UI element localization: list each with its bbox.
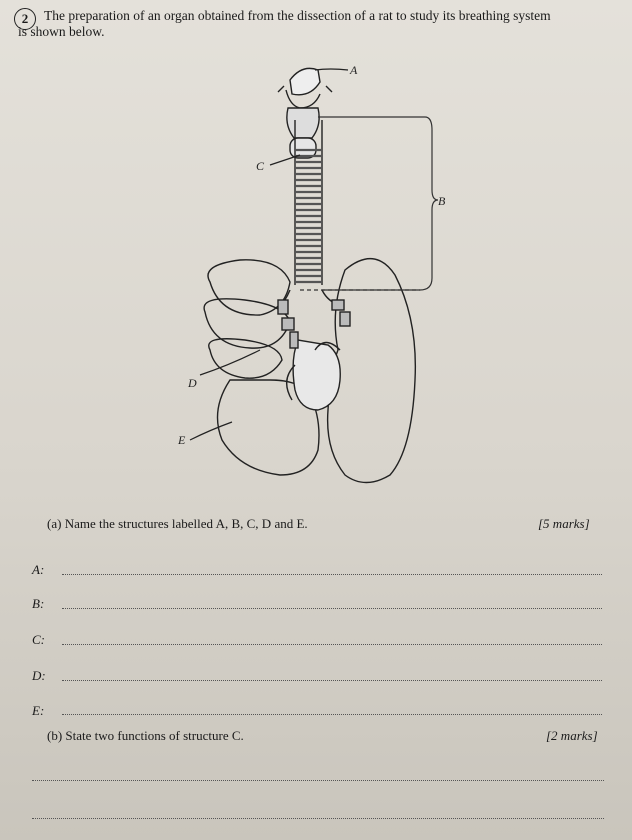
label-c: C bbox=[256, 159, 265, 173]
part-a-prefix: (a) bbox=[47, 516, 62, 531]
answer-line-b[interactable] bbox=[62, 608, 602, 609]
label-e: E bbox=[178, 433, 186, 447]
answer-line-a[interactable] bbox=[62, 574, 602, 575]
respiratory-system-diagram bbox=[150, 50, 450, 495]
label-b: B bbox=[438, 194, 446, 208]
part-a-marks: [5 marks] bbox=[538, 516, 590, 531]
part-a-text: Name the structures labelled A, B, C, D and E. bbox=[64, 516, 308, 531]
answer-label-b: B: bbox=[32, 596, 45, 611]
answer-label-d: D: bbox=[32, 668, 46, 683]
answer-label-c: C: bbox=[32, 632, 45, 647]
answer-line-e[interactable] bbox=[62, 714, 602, 715]
part-b-text: State two functions of structure C. bbox=[65, 728, 244, 743]
part-b-marks: [2 marks] bbox=[546, 728, 598, 743]
question-stem-line2: is shown below. bbox=[18, 24, 105, 39]
answer-label-e: E: bbox=[32, 703, 45, 718]
question-number: 2 bbox=[14, 8, 36, 30]
answer-line-c[interactable] bbox=[62, 644, 602, 645]
part-b-prefix: (b) bbox=[47, 728, 63, 743]
answer-line-b1[interactable] bbox=[32, 780, 604, 781]
question-stem-line1: The preparation of an organ obtained from the dissection of a rat to study its breathing system bbox=[44, 8, 551, 23]
label-a: A bbox=[350, 63, 358, 77]
answer-line-d[interactable] bbox=[62, 680, 602, 681]
label-d: D bbox=[188, 376, 197, 390]
answer-line-b2[interactable] bbox=[32, 818, 604, 819]
answer-label-a: A: bbox=[32, 562, 45, 577]
part-b-prompt bbox=[47, 728, 244, 744]
part-a-prompt bbox=[47, 516, 308, 532]
